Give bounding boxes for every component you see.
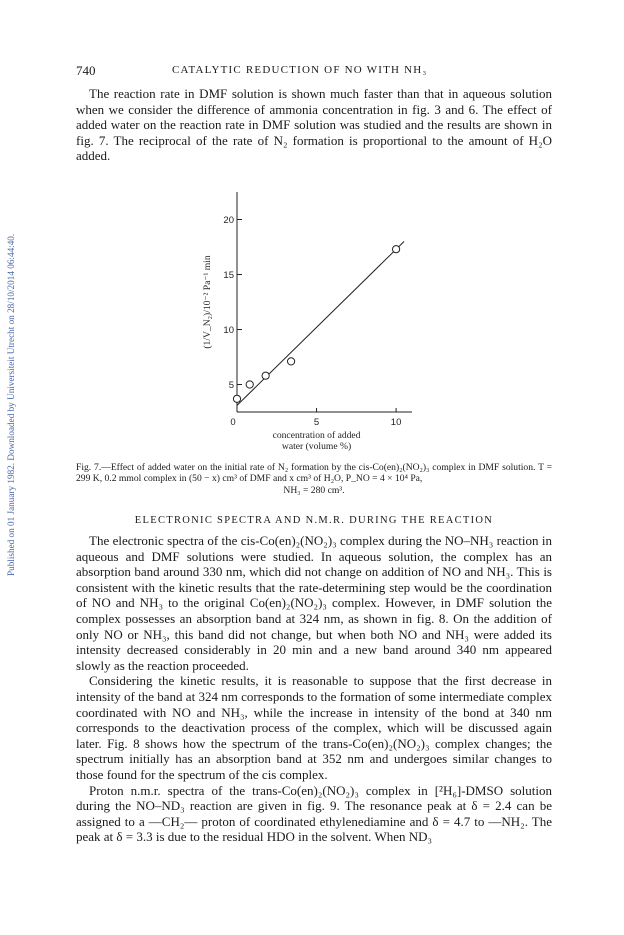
- running-title: CATALYTIC REDUCTION OF NO WITH NH₃: [172, 64, 428, 76]
- y-tick-label: 10: [223, 325, 234, 336]
- figure-caption: [76, 462, 552, 496]
- download-watermark: Published on 01 January 1982. Downloaded by Universiteit Utrecht on 28/10/2014 06:44:40.: [6, 233, 16, 577]
- fit-line: [237, 242, 404, 406]
- x-axis-label-line1: concentration of added: [272, 430, 361, 441]
- chart-svg: [150, 180, 450, 455]
- x-tick-label: 10: [390, 417, 402, 428]
- section-paragraph: Considering the kinetic results, it is reasonable to suppose that the first decrease in intensity of the band at 324 nm corresponds to the formation of some intermediate complex coordinated with NO and NH₃, while the increase in intensity of the bond at 340 nm corresponds to the deactivation process of the complex, which will be discussed again later. Fig. 8 shows how the spectrum of the trans-Co(en)₂(NO₂)₃ complex changes; the spectrum initially has an absorption band at 352 nm and undergoes similar changes to those found for the spectrum of the cis complex.: [76, 673, 552, 782]
- section-heading: ELECTRONIC SPECTRA AND N.M.R. DURING THE REACTION: [134, 515, 494, 526]
- data-point: [392, 246, 399, 253]
- data-point: [233, 395, 240, 402]
- y-tick-label: 15: [223, 270, 234, 281]
- y-tick-label: 5: [228, 380, 234, 391]
- y-axis-label: (1/V_N₂)/10⁻² Pa⁻¹ min: [202, 255, 213, 349]
- intro-text: The reaction rate in DMF solution is shown much faster than that in aqueous solution when we consider the difference of ammonia concentration in fig. 3 and 6. The effect of added water on the reaction rate in DMF solution was studied and the results are shown in fig. 7. The reciprocal of the rate of N₂ formation is proportional to the amount of H₂O added.: [76, 86, 552, 164]
- page-header: [76, 63, 552, 79]
- x-axis-label-line2: water (volume %): [281, 441, 352, 452]
- intro-paragraph: [76, 86, 552, 164]
- section-paragraph: The electronic spectra of the cis-Co(en)₂(NO₂)₃ complex during the NO–NH₃ reaction in aqueous and DMF solutions were studied. In aqueous solution, the complex has an absorption band around 330 nm, which did not change on addition of NO and NH₃. This is consistent with the kinetic results that the rate-determining step would be the coordination of NO and NH₃ to the original Co(en)₂(NO₂)₃ complex. However, in DMF solution the complex possesses an absorption band at 324 nm, as shown in fig. 8. On the addition of only NO or NH₃, this band did not change, but when both NO and NH₃ were added its intensity decreased considerably in 20 min and a new band around 340 nm appeared slowly as the reaction proceeded.: [76, 533, 552, 673]
- x-tick-label: 0: [230, 417, 236, 428]
- figure-7-chart: [150, 180, 450, 455]
- caption-last-line: NH₃ = 280 cm³.: [283, 484, 345, 496]
- section-paragraph: Proton n.m.r. spectra of the trans-Co(en)₂(NO₂)₃ complex in [²H₆]-DMSO solution during the NO–ND₃ reaction are given in fig. 9. The resonance peak at δ = 2.4 can be assigned to a —CH₂— proton of coordinated ethylenediamine and δ = 4.7 to —NH₂. The peak at δ = 3.3 is due to the residual HDO in the solvent. When ND₃: [76, 782, 552, 845]
- x-tick-label: 5: [313, 417, 320, 428]
- data-point: [262, 372, 269, 379]
- section-body: [76, 533, 552, 845]
- page-number: 740: [76, 63, 96, 78]
- data-point: [246, 381, 253, 388]
- y-tick-label: 20: [223, 215, 234, 226]
- data-point: [287, 358, 294, 365]
- caption-main: Fig. 7.—Effect of added water on the initial rate of N₂ formation by the cis-Co(en)₂(NO₂)₃ complex in DMF solution. T = 299 K, 0.2 mmol complex in (50 − x) cm³ of DMF and x cm³ of H₂O, P_NO = 4 × 10⁴ Pa,: [76, 462, 552, 485]
